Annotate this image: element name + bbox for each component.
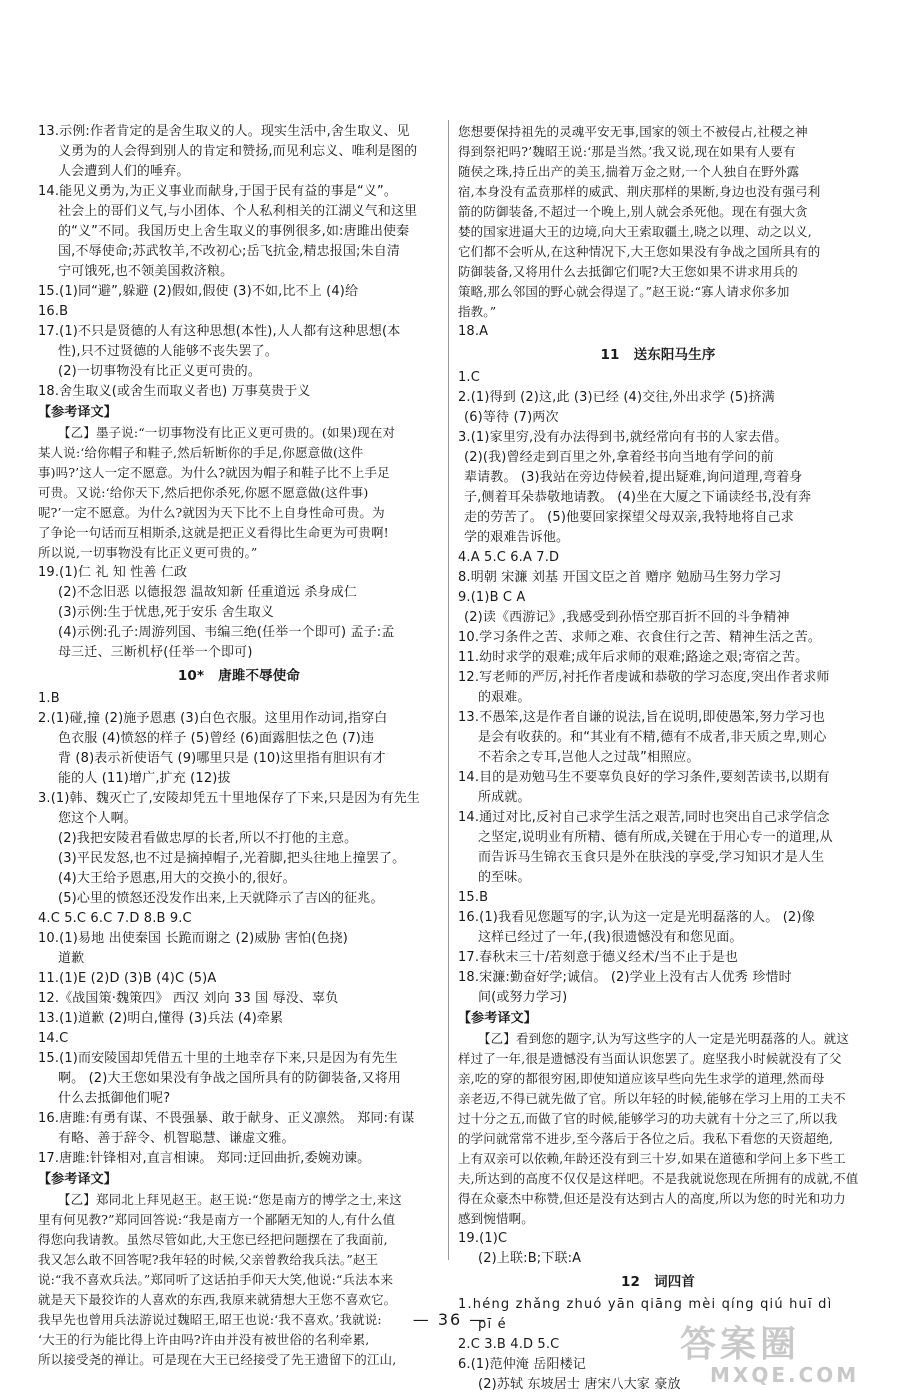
answer-line: (4)示例:孔子:周游列国、韦编三绝(任举一个即可) 孟子:孟 <box>58 625 395 640</box>
answer-line: 背 (8)表示祈使语气 (9)哪里只是 (10)这里指有胆识有才 <box>58 751 386 766</box>
section-number: 12 <box>620 1274 641 1290</box>
translation-line: 指教。” <box>458 304 497 319</box>
translation-line: 【乙】郑同北上拜见赵王。赵王说:“您是南方的博学之士,来这 <box>58 1192 402 1207</box>
answer-line: 的艰难。 <box>478 690 531 705</box>
answer-line: 13.示例:作者肯定的是舍生取义的人。现实生活中,舍生取义、见 <box>38 124 410 139</box>
answer-line: 学的艰难告诉他。 <box>464 530 570 545</box>
answer-line: 社会上的哥们义气,与小团体、个人私利相关的江湖义气和这里 <box>58 204 418 219</box>
answer-line: 18.A <box>458 324 489 339</box>
answer-line: 辈请教。 (3)我站在旁边侍候着,提出疑难,询问道理,弯着身 <box>464 470 803 485</box>
translation-line: 夫,所达到的高度不仅仅是这样吧。不是我就说您现在所拥有的成就,不值 <box>458 1171 858 1186</box>
answer-line: 1.B <box>38 691 60 706</box>
answer-line: (4)大王给予恩惠,用大的交换小的,很好。 <box>58 871 296 886</box>
answer-line: 12.《战国策·魏策四》 西汉 刘向 33 国 辱没、辜负 <box>38 991 339 1006</box>
answer-line: 性),只不过贤德的人能够不丧失罢了。 <box>58 344 278 359</box>
site-watermark <box>680 1325 870 1385</box>
reference-translation-label: 【参考译文】 <box>38 405 117 420</box>
answer-line: 10.学习条件之苦、求师之难、衣食住行之苦、精神生活之苦。 <box>458 630 822 645</box>
answer-line: 之坚定,说明业有所精、德有所成,关键在于用心专一的道理,从 <box>478 830 833 845</box>
answer-line: 18.舍生取义(或舍生而取义者也) 万事莫贵于义 <box>38 384 311 399</box>
section-title: 唐雎不辱使命 <box>218 668 301 684</box>
answer-line: 间(或努力学习) <box>478 990 568 1005</box>
answer-line: 什么去抵御他们呢? <box>58 1091 171 1106</box>
answer-line: 义勇为的人会得到别人的肯定和赞扬,而见利忘义、唯利是图的 <box>58 144 418 159</box>
answer-line: 13.(1)道歉 (2)明白,懂得 (3)兵法 (4)牵累 <box>38 1011 284 1026</box>
answer-line: 3.(1)家里穷,没有办法得到书,就经常向有书的人家去借。 <box>458 430 788 445</box>
answer-line: 4.A 5.C 6.A 7.D <box>458 550 560 565</box>
answer-line: 17.(1)不只是贤德的人有这种思想(本性),人人都有这种思想(本 <box>38 324 401 339</box>
answer-line: 15.(1)而安陵国却凭借五十里的土地幸存下来,只是因为有先生 <box>38 1051 398 1066</box>
answer-line: 所成就。 <box>478 790 531 805</box>
answer-line: 的至味。 <box>478 870 531 885</box>
section-heading <box>458 342 858 368</box>
answer-line: 能的人 (11)增广,扩充 (12)拔 <box>58 771 231 786</box>
answer-line: 道歉 <box>58 951 85 966</box>
answer-line: 是会有收获的。和“其业有不精,德有不成者,非天质之卑,则心 <box>478 730 827 745</box>
answer-line: 2.C 3.B 4.D 5.C <box>458 1337 560 1352</box>
answer-line: 16.(1)我看见您题写的字,认为这一定是光明磊落的人。 (2)像 <box>458 910 815 925</box>
reference-translation-label: 【参考译文】 <box>38 1172 117 1187</box>
answer-line: 19.(1)仁 礼 知 性善 仁政 <box>38 565 188 580</box>
section-heading <box>38 663 440 689</box>
translation-line: 所以说,一切事物没有比正义更可贵的。” <box>38 545 258 560</box>
answer-line: pī é <box>478 1317 507 1332</box>
answer-line: 2.(1)得到 (2)这,此 (3)已经 (4)交往,外出求学 (5)挤满 <box>458 390 775 405</box>
translation-line: 宿,本身没有孟贲那样的威武、荆庆那样的果断,身边也没有强弓利 <box>458 184 821 199</box>
translation-line: 的学问就常常不进步,至今落后于各位之后。我私下看您的天资超绝, <box>458 1131 834 1146</box>
translation-line: 它们都不会听从,在这种情况下,大王您如果没有争战之国所具有的 <box>458 244 821 259</box>
right-column <box>458 122 858 1395</box>
translation-line: 所以接受尧的禅让。可是现在大王已经接受了先王遗留下的江山, <box>38 1352 397 1367</box>
answer-line: 17.唐雎:针锋相对,直言相谏。 郑同:迂回曲折,委婉劝谏。 <box>38 1151 371 1166</box>
translation-line: 呢?’一定不愿意。为什么?就因为天下比不上自身性命可贵。为 <box>38 505 385 520</box>
section-title: 词四首 <box>654 1274 696 1290</box>
section-number: 11 <box>600 347 620 363</box>
section-title: 送东阳马生序 <box>633 347 716 363</box>
translation-line: 就是天下最狡诈的人喜欢的东西,我原来就猜想大王您不喜欢它。 <box>38 1292 397 1307</box>
translation-line: 亲老迈,不得已就先做了官。所以年轻的时候,能够在学习上用的工夫不 <box>458 1091 846 1106</box>
answer-line: 2.(1)碰,撞 (2)施予恩惠 (3)白色衣服。这里用作动词,指穿白 <box>38 711 388 726</box>
answer-line: 11.幼时求学的艰难;成年后求师的艰难;路途之艰;寄宿之苦。 <box>458 650 809 665</box>
answer-line: 11.(1)E (2)D (3)B (4)C (5)A <box>38 971 217 986</box>
answer-line: (5)心里的愤怒还没发作出来,上天就降示了吉凶的征兆。 <box>58 891 384 906</box>
answer-line: 15.(1)同“避”,躲避 (2)假如,假使 (3)不如,比不上 (4)给 <box>38 284 359 299</box>
watermark-logo-text: 答案圈 <box>680 1324 801 1365</box>
translation-line: 【乙】墨子说:“一切事物没有比正义更可贵的。(如果)现在对 <box>58 425 396 440</box>
translation-line: 说:“我不喜欢兵法。”郑同听了这话拍手仰天大笑,他说:“兵法本来 <box>38 1272 394 1287</box>
answer-line: 19.(1)C <box>458 1231 508 1246</box>
translation-line: 您想要保持祖先的灵魂平安无事,国家的领土不被侵占,社稷之神 <box>458 124 808 139</box>
answer-line: 18.宋濂:勤奋好学;诚信。 (2)学业上没有古人优秀 珍惜时 <box>458 970 792 985</box>
translation-line: ‘大王的行为能比得上许由吗?许由并没有被世俗的名利牵累, <box>38 1332 370 1347</box>
answer-line: 14.能见义勇为,为正义事业而献身,于国于民有益的事是“义”。 <box>38 184 398 199</box>
answer-line: (2)(我)曾经走到百里之外,拿着经书向当地有学问的前 <box>464 450 774 465</box>
answer-line: 13.不愚笨,这是作者自谦的说法,旨在说明,即使愚笨,努力学习也 <box>458 710 826 725</box>
answer-line: 10.(1)易地 出使秦国 长跪而谢之 (2)威胁 害怕(色挠) <box>38 931 348 946</box>
answer-line: 有略、善于辞令、机智聪慧、谦虚文雅。 <box>58 1131 295 1146</box>
answer-line: 1.héng zhǎng zhuó yān qiāng mèi qíng qiú huī dì <box>458 1297 833 1312</box>
section-number: 10* <box>177 668 205 684</box>
answer-line: (2)不念旧恶 以德报怨 温故知新 任重道远 杀身成仁 <box>58 585 357 600</box>
answer-line: (3)示例:生于忧患,死于安乐 舍生取义 <box>58 605 275 620</box>
answer-line: (6)等待 (7)两次 <box>464 410 559 425</box>
translation-line: 得您向我请教。虽然尽管如此,大王您已经把问题摆在了我面前, <box>38 1232 388 1247</box>
page-number: — 36 — <box>412 1310 488 1329</box>
answer-line: 8.明朝 宋濂 刘基 开国文臣之首 赠序 勉励马生努力学习 <box>458 570 782 585</box>
translation-line: 【乙】看到您的题字,认为写这些字的人一定是光明磊落的人。就这 <box>478 1031 849 1046</box>
translation-line: 样过了一年,很是遗憾没有当面认识您罢了。庭坚我小时候就没有了父 <box>458 1051 842 1066</box>
answer-line: 色衣服 (4)愤怒的样子 (5)曾经 (6)面露胆怯之色 (7)违 <box>58 731 375 746</box>
answer-line: 人会遭到人们的唾弃。 <box>58 164 190 179</box>
answer-line: (2)一切事物没有比正义更可贵的。 <box>58 364 261 379</box>
answer-line: 14.目的是劝勉马生不要辜负良好的学习条件,要刻苦读书,以期有 <box>458 770 830 785</box>
answer-line: (2)上联:B;下联:A <box>478 1251 582 1266</box>
translation-line: 婪的国家进逼大王的边境,向大王索取疆土,晓之以理、动之以义, <box>458 224 812 239</box>
answer-line: 1.C <box>458 370 480 385</box>
translation-line: 事)吗?’这人一定不愿意。为什么?就因为帽子和鞋子比不上手足 <box>38 465 390 480</box>
answer-line: (2)苏轼 东坡居士 唐宋八大家 豪放 <box>478 1377 681 1392</box>
answer-line: 不若余之专耳,岂他人之过哉”相照应。 <box>478 750 700 765</box>
translation-line: 箭的防御装备,不超过一个晚上,别人就会杀死他。现在有强大贪 <box>458 204 808 219</box>
translation-line: 策略,那么邻国的野心就会得逞了。”赵王说:“寡人请求你多加 <box>458 284 790 299</box>
translation-line: 得到祭祀吗?’魏昭王说:‘那是当然。’我又说,现在如果有人要有 <box>458 144 796 159</box>
reference-translation-label: 【参考译文】 <box>458 1011 537 1026</box>
answer-line: 国,不辱使命;苏武牧羊,不改初心;岳飞抗金,精忠报国;朱自清 <box>58 244 401 259</box>
answer-line: 9.(1)B C A <box>458 590 526 605</box>
answer-line: 16.唐雎:有勇有谋、不畏强暴、敢于献身、正义凛然。 郑同:有谋 <box>38 1111 415 1126</box>
translation-line: 得在众豪杰中称赞,但还是没有达到古人的高度,所以为您的时光和功力 <box>458 1191 846 1206</box>
watermark-url: MXQE.COM <box>710 1363 860 1387</box>
answer-line: 15.B <box>458 890 489 905</box>
translation-line: 我早先也曾用兵法游说过魏昭王,昭王也说:‘我不喜欢。’我就说: <box>38 1312 382 1327</box>
translation-line: 里有何见教?”郑同回答说:“我是南方一个鄙陋无知的人,有什么值 <box>38 1212 396 1227</box>
answer-line: 16.B <box>38 304 69 319</box>
answer-line: (2)我把安陵君看做忠厚的长者,所以不打他的主意。 <box>58 831 358 846</box>
translation-line: 可贵。又说:‘给你天下,然后把你杀死,你愿不愿意做(这件事) <box>38 485 369 500</box>
translation-line: 上有双亲可以依赖,年龄还没有到三十岁,如果在道德和学问上多下些工 <box>458 1151 846 1166</box>
translation-line: 我又怎么敢不回答呢?我年轻的时候,父亲曾教给我兵法。”赵王 <box>38 1252 379 1267</box>
answer-line: 宁可饿死,也不领美国救济粮。 <box>58 264 234 279</box>
answer-line: 14.通过对比,反衬自己求学生活之艰苦,同时也突出自己求学信念 <box>458 810 830 825</box>
answer-line: 17.春秋末三十/若刻意于德义经术/当不止于是也 <box>458 950 739 965</box>
column-divider <box>448 120 449 1260</box>
translation-line: 过十分之五,而做了官的时候,能够学习的功夫就有十分之三了,所以我 <box>458 1111 838 1126</box>
answer-line: 的“义”不同。我国历史上舍生取义的事例很多,如:唐雎出使秦 <box>58 224 410 239</box>
answer-line: 而告诉马生锦衣玉食只是外在肤浅的享受,学习知识才是人生 <box>478 850 825 865</box>
answer-line: (2)读《西游记》,我感受到孙悟空那百折不回的斗争精神 <box>464 610 790 625</box>
translation-line: 某人说:‘给你帽子和鞋子,然后斩断你的手足,你愿意做(这件 <box>38 445 364 460</box>
answer-line: 您这个人啊。 <box>58 811 137 826</box>
answer-line: 子,侧着耳朵恭敬地请教。 (4)坐在大厦之下诵读经书,没有奔 <box>464 490 812 505</box>
answer-line: 14.C <box>38 1031 69 1046</box>
translation-line: 随侯之珠,持丘出产的美玉,揣着万金之财,一个人独自在野外露 <box>458 164 800 179</box>
translation-line: 感到惋惜啊。 <box>458 1211 534 1226</box>
translation-line: 了争论一句话而互相斯杀,这就是把正义看得比生命更为可贵啊! <box>38 525 389 540</box>
answer-line: 3.(1)韩、魏灭亡了,安陵却凭五十里地保存了下来,只是因为有先生 <box>38 791 421 806</box>
answer-line: 12.写老师的严厉,衬托作者虔诚和恭敬的学习态度,突出作者求师 <box>458 670 830 685</box>
answer-line: (3)平民发怒,也不过是摘掉帽子,光着脚,把头往地上撞罢了。 <box>58 851 406 866</box>
left-column <box>38 122 440 1370</box>
answer-line: 这样已经过了一年,(我)很遗憾没有和您见面。 <box>478 930 743 945</box>
section-heading <box>458 1269 858 1295</box>
translation-line: 防御装备,又将用什么去抵御它们呢?大王您如果不讲求用兵的 <box>458 264 798 279</box>
answer-line: 6.(1)范仲淹 岳阳楼记 <box>458 1357 586 1372</box>
answer-line: 母三迁、三断机杼(任举一个即可) <box>58 645 253 660</box>
answer-line: 走的劳苦了。 (5)他要回家探望父母双亲,我特地将自己求 <box>464 510 794 525</box>
answer-line: 啊。 (2)大王您如果没有争战之国所具有的防御装备,又将用 <box>58 1071 402 1086</box>
translation-line: 亲,吃的穿的都很穷困,即使知道应该早些向先生求学的道理,然而母 <box>458 1071 825 1086</box>
answer-line: 4.C 5.C 6.C 7.D 8.B 9.C <box>38 911 192 926</box>
